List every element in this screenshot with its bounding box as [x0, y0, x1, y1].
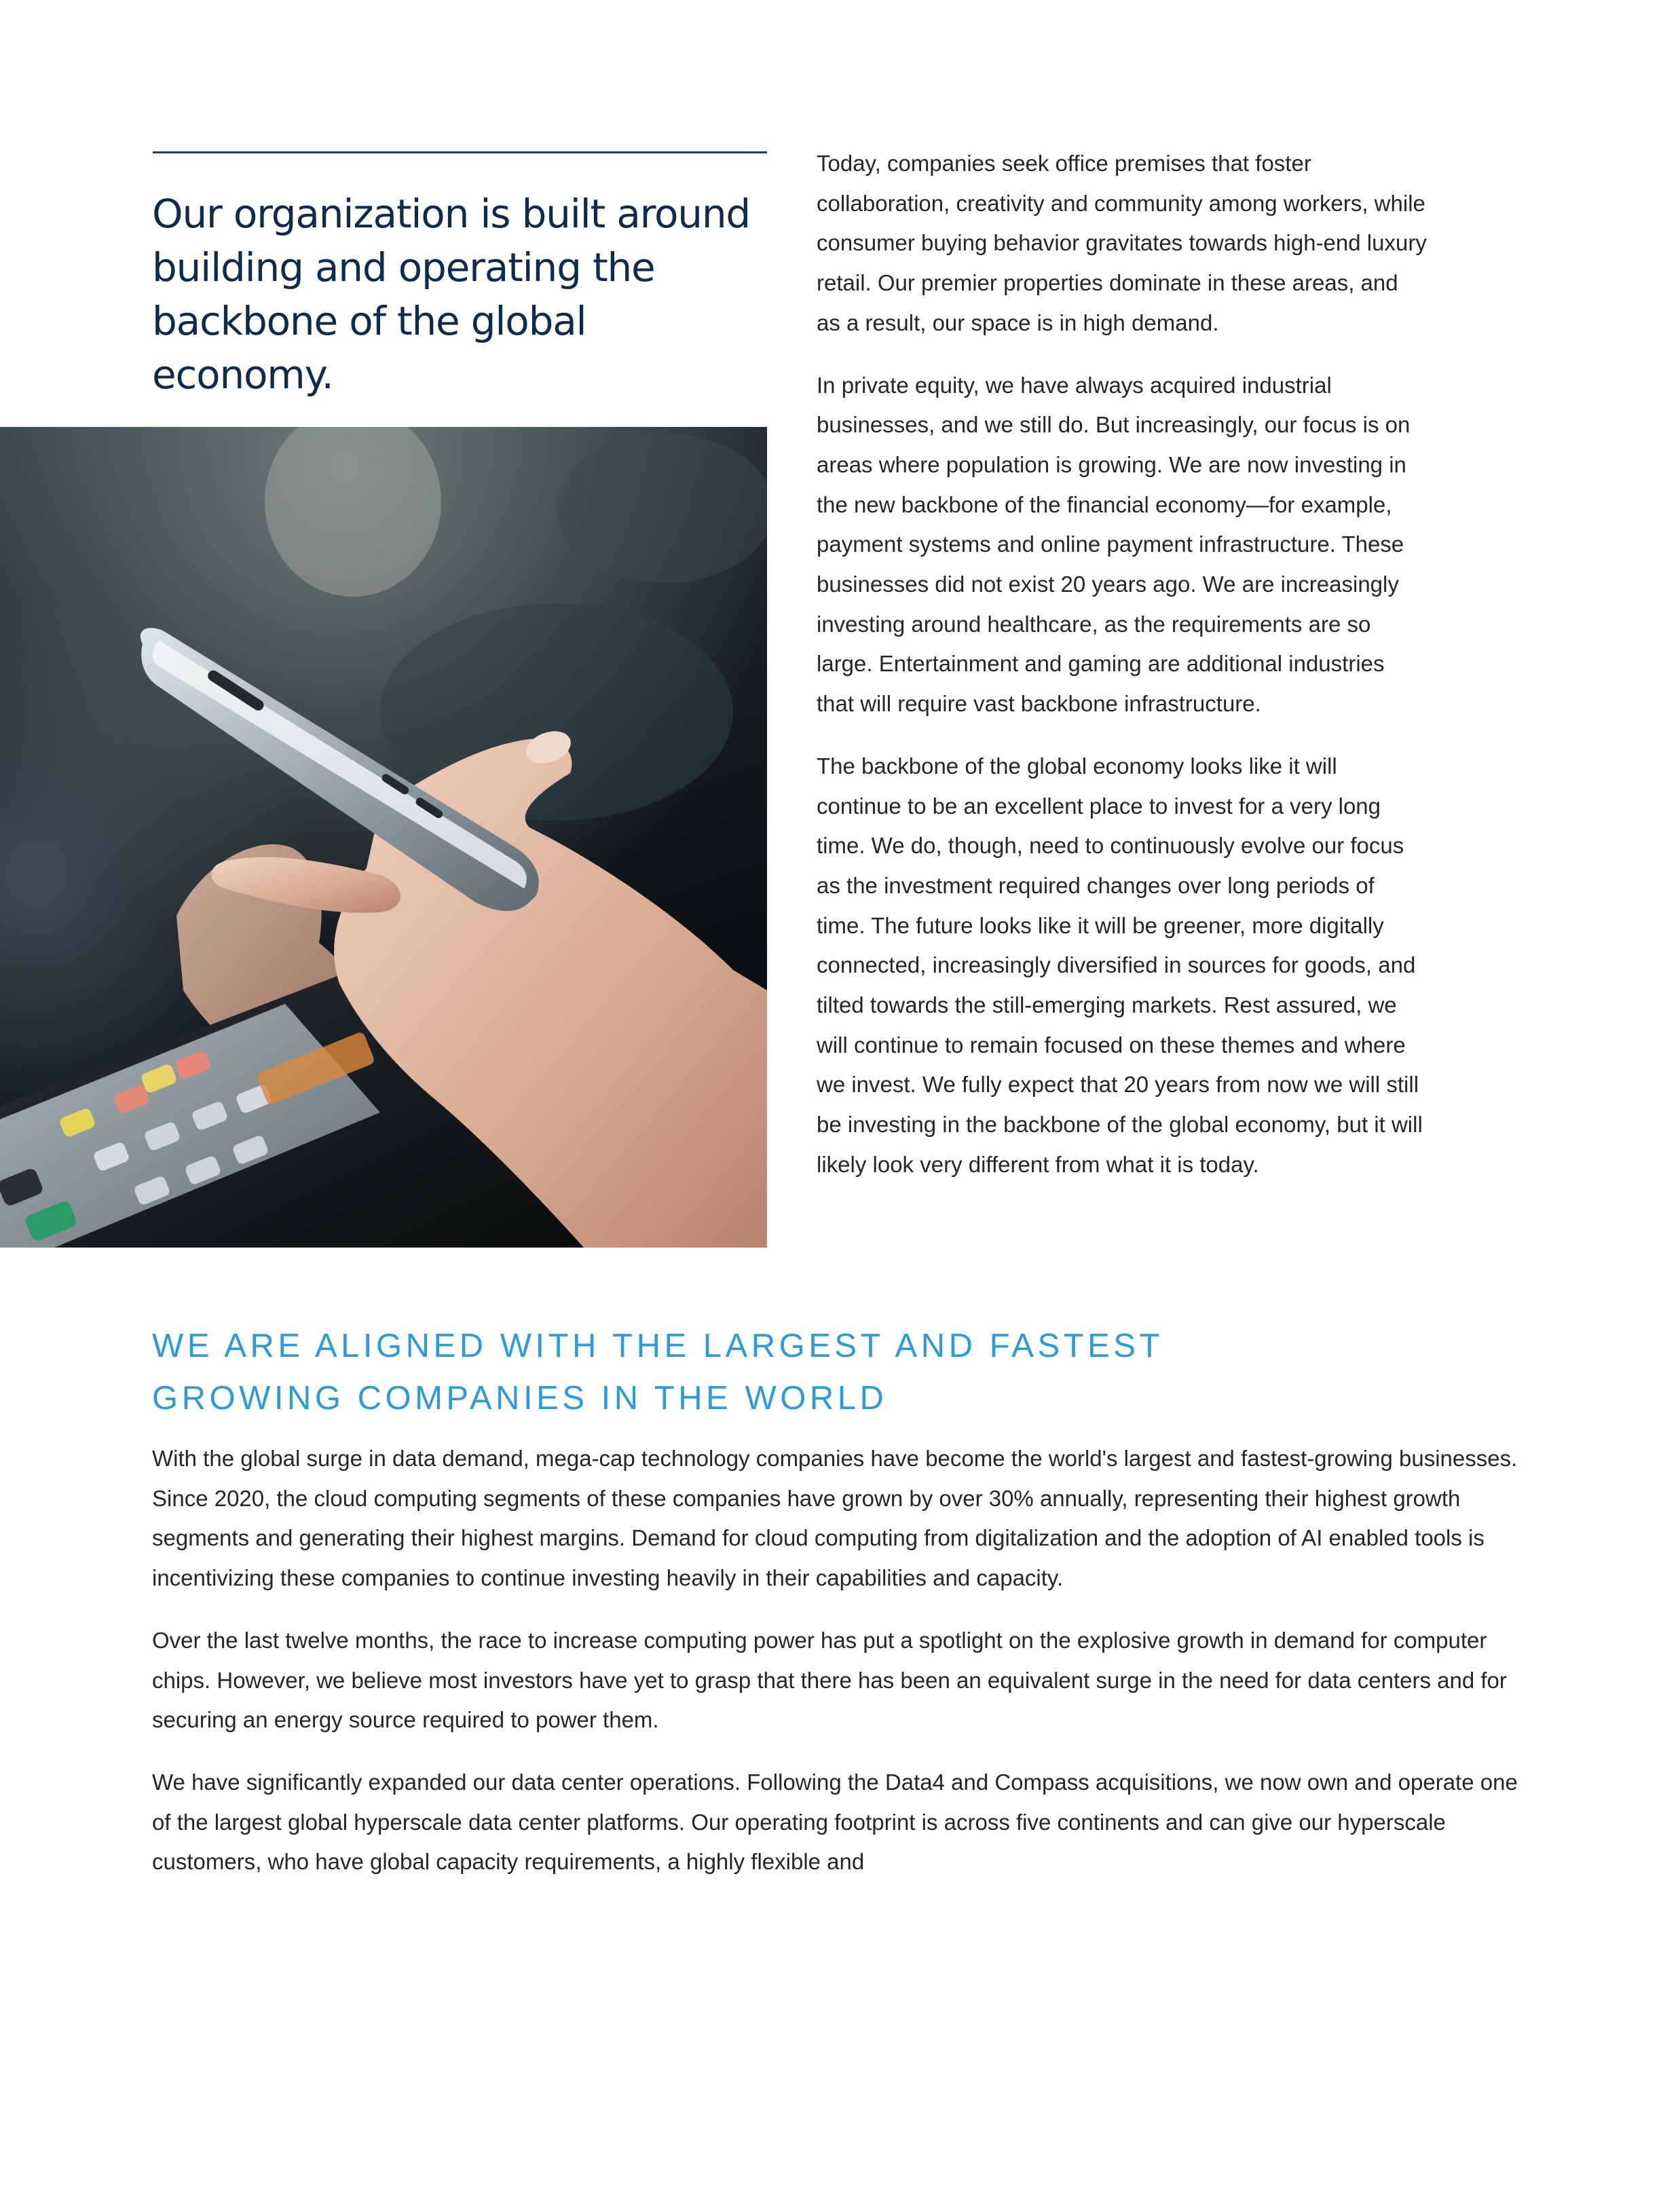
section-title-line-1: WE ARE ALIGNED WITH THE LARGEST AND FASTEST	[152, 1328, 1163, 1364]
headline-rule	[153, 151, 767, 153]
section-body	[152, 1439, 1523, 1905]
right-paragraph-3: The backbone of the global economy looks like it will continue to be an excellent place to invest for a very long time. We do, though, need to continuously evolve our focus as the investment required changes over long periods of time. The future looks like it will be greener, more digitally connected, increasingly diversified in sources for goods, and tilted towards the still-emerging markets. Rest assured, we will continue to remain focused on these themes and where we invest. We fully expect that 20 years from now we will still be investing in the backbone of the global economy, but it will likely look very different from what it is today.	[817, 753, 1423, 1177]
right-column	[817, 144, 1427, 1208]
right-paragraph-2: In private equity, we have always acquired industrial businesses, and we still do. But increasingly, our focus is on areas where population is growing. We are now investing in the new backbone of the financial economy—for example, payment systems and online payment infrastructure. These businesses did not exist 20 years ago. We are increasingly investing around healthcare, as the requirements are so large. Entertainment and gaming are additional industries that will require vast backbone infrastructure.	[817, 372, 1411, 717]
section-paragraph-1: With the global surge in data demand, mega-cap technology companies have become the world's largest and fastest-growing businesses. Since 2020, the cloud computing segments of these companies have grown by over 30% annually, representing their highest growth segments and generating their highest margins. Demand for cloud computing from digitalization and the adoption of AI enabled tools is incentivizing these companies to continue investing heavily in their capabilities and capacity.	[152, 1446, 1518, 1591]
payment-photo-illustration	[0, 427, 767, 1248]
right-paragraph-1: Today, companies seek office premises that foster collaboration, creativity and community among workers, while consumer buying behavior gravitates towards high-end luxury retail. Our premier properties dominate in these areas, and as a result, our space is in high demand.	[817, 151, 1427, 335]
headline: Our organization is built around building and operating the backbone of the global economy.	[152, 191, 751, 398]
payment-terminal-photo	[0, 427, 767, 1248]
section-paragraph-2: Over the last twelve months, the race to increase computing power has put a spotlight on the explosive growth in demand for computer chips. However, we believe most investors have yet to grasp that there has been an equivalent surge in the need for data centers and for securing an energy source required to power them.	[152, 1627, 1507, 1733]
section-paragraph-3: We have significantly expanded our data center operations. Following the Data4 and Compass acquisitions, we now own and operate one of the largest global hyperscale data center platforms. Our operating footprint is across five continents and can give our hyperscale customers, who have global capacity requirements, a highly flexible and	[152, 1769, 1518, 1875]
section-title	[152, 1320, 1510, 1425]
section-title-line-2: GROWING COMPANIES IN THE WORLD	[152, 1380, 888, 1417]
